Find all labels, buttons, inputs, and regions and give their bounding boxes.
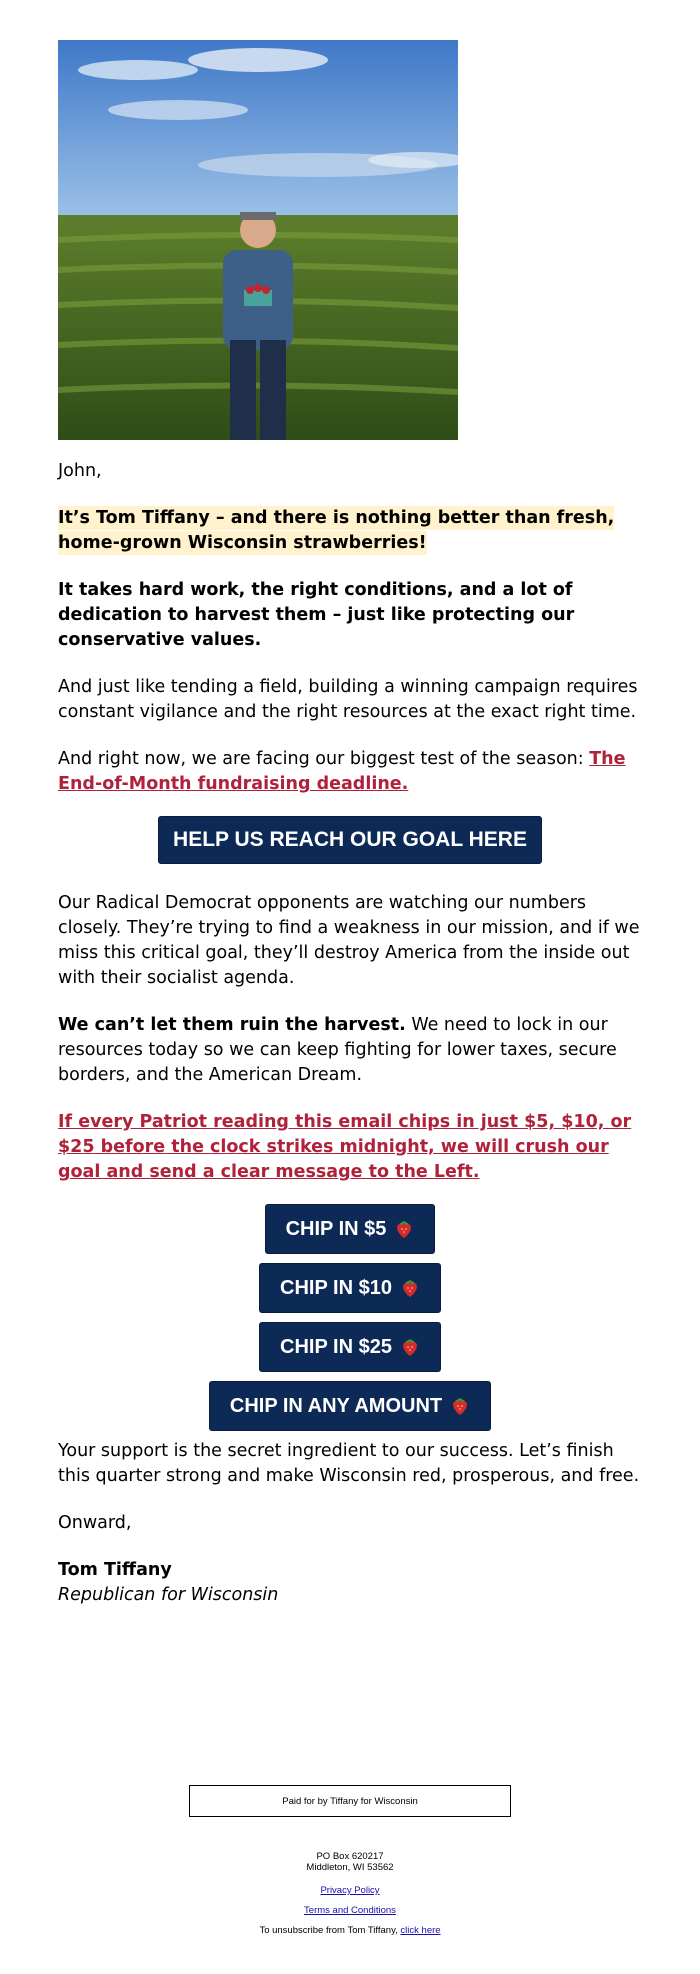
chip-in-10-button[interactable] [259, 1263, 441, 1313]
paid-for-text: Paid for by Tiffany for Wisconsin [282, 1795, 418, 1807]
chip-any-row [58, 1381, 642, 1431]
address-line-1: PO Box 620217 [316, 1851, 384, 1862]
harvest-text: We need to lock in our resources today so we can keep fighting for lower taxes, secure borders, and the American Dream. [58, 1015, 617, 1085]
email-body [58, 40, 642, 1608]
intro-highlight [58, 506, 642, 556]
footer-address [0, 1851, 700, 1873]
privacy-policy-link[interactable]: Privacy Policy [320, 1885, 380, 1896]
strawberry-icon [450, 1396, 470, 1416]
chip-in-any-label: CHIP IN ANY AMOUNT [229, 1394, 443, 1417]
address-line-2: Middleton, WI 53562 [306, 1862, 394, 1873]
opponents-paragraph: Our Radical Democrat opponents are watching our numbers closely. They’re trying to find a weakness in our mission, and if we miss this critical goal, they’ll destroy America from the inside out with their socialist agenda. [58, 893, 640, 988]
paid-for-box [189, 1785, 511, 1817]
support-paragraph: Your support is the secret ingredient to our success. Let’s finish this quarter strong and make Wisconsin red, prosperous, and free. [58, 1441, 640, 1486]
signature-title: Republican for Wisconsin [58, 1585, 279, 1605]
terms-row [0, 1905, 700, 1916]
intro-highlight-text: It’s Tom Tiffany – and there is nothing better than fresh, home-grown Wisconsin strawberries! [58, 508, 615, 553]
privacy-row [0, 1885, 700, 1896]
patriot-paragraph [58, 1110, 642, 1185]
chip-10-row [58, 1263, 642, 1313]
terms-link[interactable]: Terms and Conditions [304, 1905, 396, 1916]
signoff: Onward, [58, 1513, 132, 1533]
help-reach-goal-button[interactable]: HELP US REACH OUR GOAL HERE [158, 816, 542, 864]
harvest-paragraph [58, 1013, 642, 1088]
deadline-paragraph [58, 747, 642, 797]
strawberry-icon [394, 1219, 414, 1239]
chip-in-5-button[interactable] [265, 1204, 436, 1254]
patriot-link[interactable]: If every Patriot reading this email chips in just $5, $10, or $25 before the clock strikes midnight, we will crush our goal and send a clear message to the Left. [58, 1112, 632, 1182]
main-cta-row [58, 816, 642, 864]
unsubscribe-link[interactable]: click here [400, 1925, 441, 1936]
harvest-bold: We can’t let them ruin the harvest. [58, 1015, 406, 1035]
chip-in-5-label: CHIP IN $5 [285, 1217, 387, 1240]
deadline-text: And right now, we are facing our biggest test of the season: [58, 749, 590, 769]
chip-in-25-button[interactable] [259, 1322, 441, 1372]
chip-in-10-label: CHIP IN $10 [280, 1276, 392, 1299]
campaign-paragraph: And just like tending a field, building a winning campaign requires constant vigilance and the right resources at the exact right time. [58, 677, 638, 722]
chip-5-row [58, 1204, 642, 1254]
chip-in-25-label: CHIP IN $25 [280, 1335, 392, 1358]
signature-name: Tom Tiffany [58, 1560, 172, 1580]
chip-25-row [58, 1322, 642, 1372]
greeting: John, [58, 461, 102, 481]
intro-bold: It takes hard work, the right conditions, and a lot of dedication to harvest them – just like protecting our conservative values. [58, 580, 575, 650]
candidate-photo [58, 40, 458, 440]
strawberry-icon [400, 1278, 420, 1298]
unsubscribe-text: To unsubscribe from Tom Tiffany, [259, 1925, 401, 1936]
strawberry-icon [400, 1337, 420, 1357]
deadline-link[interactable]: The End-of-Month fundraising deadline. [58, 749, 626, 794]
chip-in-any-amount-button[interactable] [209, 1381, 491, 1431]
unsubscribe-row [0, 1925, 700, 1936]
